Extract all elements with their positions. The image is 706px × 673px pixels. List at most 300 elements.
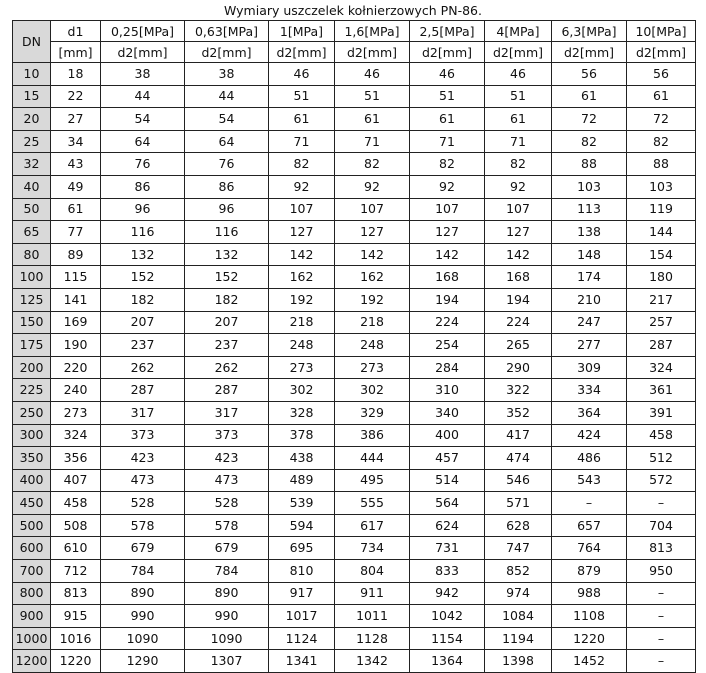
table-cell: 784 xyxy=(185,560,269,583)
dn-cell: 800 xyxy=(13,582,51,605)
table-cell: 290 xyxy=(485,356,552,379)
table-cell: 127 xyxy=(335,221,410,244)
table-cell: 990 xyxy=(101,605,185,628)
table-cell: 142 xyxy=(269,243,335,266)
dn-cell: 50 xyxy=(13,198,51,221)
table-cell: 1341 xyxy=(269,650,335,673)
table-cell: 473 xyxy=(101,469,185,492)
table-cell: 317 xyxy=(101,401,185,424)
dn-cell: 1200 xyxy=(13,650,51,673)
table-cell: 457 xyxy=(410,447,485,470)
table-cell: 578 xyxy=(101,514,185,537)
table-row xyxy=(13,243,696,266)
table-cell: 539 xyxy=(269,492,335,515)
dn-cell: 350 xyxy=(13,447,51,470)
table-row xyxy=(13,560,696,583)
table-cell: 162 xyxy=(335,266,410,289)
dn-cell: 1000 xyxy=(13,627,51,650)
header-unit: d2[mm] xyxy=(485,42,552,63)
table-cell: 92 xyxy=(485,175,552,198)
table-cell: 1398 xyxy=(485,650,552,673)
table-cell: 915 xyxy=(51,605,101,628)
table-cell: 287 xyxy=(185,379,269,402)
table-cell: 262 xyxy=(185,356,269,379)
table-cell: 96 xyxy=(185,198,269,221)
table-row xyxy=(13,108,696,131)
table-cell: 103 xyxy=(552,175,627,198)
table-cell: 1194 xyxy=(485,627,552,650)
table-title: Wymiary uszczelek kołnierzowych PN-86. xyxy=(224,3,482,18)
table-cell: 302 xyxy=(335,379,410,402)
table-cell: 27 xyxy=(51,108,101,131)
table-cell: 107 xyxy=(335,198,410,221)
header-pressure: 10[MPa] xyxy=(627,21,696,42)
table-cell: 1011 xyxy=(335,605,410,628)
table-cell: 168 xyxy=(410,266,485,289)
table-cell: 152 xyxy=(185,266,269,289)
header-row-2 xyxy=(13,42,696,63)
table-cell: 400 xyxy=(410,424,485,447)
header-pressure: 1,6[MPa] xyxy=(335,21,410,42)
table-cell: 1307 xyxy=(185,650,269,673)
dn-cell: 10 xyxy=(13,63,51,86)
table-cell: 712 xyxy=(51,560,101,583)
table-cell: 162 xyxy=(269,266,335,289)
table-cell: 624 xyxy=(410,514,485,537)
table-row xyxy=(13,198,696,221)
table-cell: 44 xyxy=(185,85,269,108)
table-cell: 192 xyxy=(269,288,335,311)
table-cell: 82 xyxy=(410,153,485,176)
table-row xyxy=(13,469,696,492)
dn-cell: 700 xyxy=(13,560,51,583)
table-cell: 142 xyxy=(410,243,485,266)
table-cell: 72 xyxy=(552,108,627,131)
table-cell: 1452 xyxy=(552,650,627,673)
gasket-dimensions-table xyxy=(12,20,696,673)
table-cell: 107 xyxy=(410,198,485,221)
table-cell: 423 xyxy=(101,447,185,470)
table-row xyxy=(13,221,696,244)
table-row xyxy=(13,537,696,560)
table-cell: 356 xyxy=(51,447,101,470)
table-cell: 61 xyxy=(552,85,627,108)
table-cell: 254 xyxy=(410,334,485,357)
table-cell: 512 xyxy=(627,447,696,470)
table-cell: 528 xyxy=(101,492,185,515)
table-cell: 417 xyxy=(485,424,552,447)
header-pressure: 1[MPa] xyxy=(269,21,335,42)
table-cell: 154 xyxy=(627,243,696,266)
table-cell: 168 xyxy=(485,266,552,289)
table-cell: 917 xyxy=(269,582,335,605)
table-cell: 813 xyxy=(627,537,696,560)
table-cell: 82 xyxy=(269,153,335,176)
table-row xyxy=(13,288,696,311)
dn-cell: 900 xyxy=(13,605,51,628)
table-row xyxy=(13,582,696,605)
table-cell: 594 xyxy=(269,514,335,537)
header-pressure: 0,25[MPa] xyxy=(101,21,185,42)
table-cell: 96 xyxy=(101,198,185,221)
table-cell: 64 xyxy=(101,130,185,153)
table-cell: 942 xyxy=(410,582,485,605)
table-cell: 107 xyxy=(485,198,552,221)
table-cell: 116 xyxy=(101,221,185,244)
table-cell: 224 xyxy=(485,311,552,334)
table-cell: 322 xyxy=(485,379,552,402)
table-cell: 810 xyxy=(269,560,335,583)
table-cell: 138 xyxy=(552,221,627,244)
table-cell: 82 xyxy=(485,153,552,176)
table-cell: 852 xyxy=(485,560,552,583)
dn-cell: 100 xyxy=(13,266,51,289)
table-cell: 543 xyxy=(552,469,627,492)
table-cell: 51 xyxy=(485,85,552,108)
table-cell: 310 xyxy=(410,379,485,402)
table-cell: 1042 xyxy=(410,605,485,628)
table-cell: 142 xyxy=(485,243,552,266)
table-cell: 378 xyxy=(269,424,335,447)
table-cell: 71 xyxy=(410,130,485,153)
table-cell: 514 xyxy=(410,469,485,492)
table-cell: 115 xyxy=(51,266,101,289)
table-body xyxy=(13,63,696,673)
table-cell: 237 xyxy=(101,334,185,357)
table-cell: 43 xyxy=(51,153,101,176)
table-cell: 132 xyxy=(185,243,269,266)
table-cell: 262 xyxy=(101,356,185,379)
table-cell: 92 xyxy=(269,175,335,198)
table-cell: 103 xyxy=(627,175,696,198)
table-cell: 1090 xyxy=(101,627,185,650)
table-cell: 329 xyxy=(335,401,410,424)
table-row xyxy=(13,401,696,424)
table-cell: 1017 xyxy=(269,605,335,628)
table-cell: 220 xyxy=(51,356,101,379)
table-cell: 71 xyxy=(269,130,335,153)
table-cell: 555 xyxy=(335,492,410,515)
table-cell: 1084 xyxy=(485,605,552,628)
dn-cell: 175 xyxy=(13,334,51,357)
table-cell: 890 xyxy=(185,582,269,605)
table-cell: 82 xyxy=(552,130,627,153)
table-cell: 309 xyxy=(552,356,627,379)
table-cell: 287 xyxy=(101,379,185,402)
table-cell: 240 xyxy=(51,379,101,402)
dn-cell: 200 xyxy=(13,356,51,379)
table-cell: 38 xyxy=(185,63,269,86)
dn-cell: 40 xyxy=(13,175,51,198)
table-cell: 132 xyxy=(101,243,185,266)
table-cell: 1124 xyxy=(269,627,335,650)
dn-cell: 32 xyxy=(13,153,51,176)
table-cell: 61 xyxy=(269,108,335,131)
table-cell: 528 xyxy=(185,492,269,515)
table-cell: 324 xyxy=(627,356,696,379)
table-cell: 169 xyxy=(51,311,101,334)
table-cell: 273 xyxy=(335,356,410,379)
table-cell: 217 xyxy=(627,288,696,311)
table-cell: 1128 xyxy=(335,627,410,650)
table-cell: 508 xyxy=(51,514,101,537)
table-row xyxy=(13,85,696,108)
table-cell: 44 xyxy=(101,85,185,108)
table-cell: 248 xyxy=(335,334,410,357)
table-cell: 571 xyxy=(485,492,552,515)
table-cell: 578 xyxy=(185,514,269,537)
table-cell: 1108 xyxy=(552,605,627,628)
table-cell: 71 xyxy=(335,130,410,153)
table-cell: 218 xyxy=(335,311,410,334)
table-cell: 248 xyxy=(269,334,335,357)
header-unit: [mm] xyxy=(51,42,101,63)
table-cell: 1154 xyxy=(410,627,485,650)
table-cell: 51 xyxy=(335,85,410,108)
header-pressure: 4[MPa] xyxy=(485,21,552,42)
table-cell: 92 xyxy=(410,175,485,198)
table-row xyxy=(13,514,696,537)
table-cell: 361 xyxy=(627,379,696,402)
table-cell: 950 xyxy=(627,560,696,583)
table-cell: 46 xyxy=(410,63,485,86)
table-cell: 373 xyxy=(185,424,269,447)
header-unit: d2[mm] xyxy=(552,42,627,63)
table-cell: 88 xyxy=(627,153,696,176)
table-row xyxy=(13,311,696,334)
table-cell: 46 xyxy=(485,63,552,86)
dn-cell: 15 xyxy=(13,85,51,108)
table-cell: 76 xyxy=(101,153,185,176)
table-cell: 141 xyxy=(51,288,101,311)
table-cell: 182 xyxy=(101,288,185,311)
table-cell: 127 xyxy=(269,221,335,244)
table-cell: 1090 xyxy=(185,627,269,650)
table-row xyxy=(13,379,696,402)
table-cell: 127 xyxy=(485,221,552,244)
table-cell: 974 xyxy=(485,582,552,605)
table-cell: 610 xyxy=(51,537,101,560)
table-cell: 210 xyxy=(552,288,627,311)
table-cell: 364 xyxy=(552,401,627,424)
dn-cell: 300 xyxy=(13,424,51,447)
table-cell: 107 xyxy=(269,198,335,221)
table-cell: 144 xyxy=(627,221,696,244)
table-cell: 990 xyxy=(185,605,269,628)
table-cell: 486 xyxy=(552,447,627,470)
table-cell: 1364 xyxy=(410,650,485,673)
table-cell: 474 xyxy=(485,447,552,470)
table-cell: 61 xyxy=(485,108,552,131)
table-cell: 391 xyxy=(627,401,696,424)
table-cell: 273 xyxy=(269,356,335,379)
table-cell: 784 xyxy=(101,560,185,583)
table-cell: 890 xyxy=(101,582,185,605)
table-cell: 148 xyxy=(552,243,627,266)
table-cell: 1220 xyxy=(552,627,627,650)
header-unit: d2[mm] xyxy=(101,42,185,63)
table-cell: 64 xyxy=(185,130,269,153)
table-cell: 473 xyxy=(185,469,269,492)
table-cell: 277 xyxy=(552,334,627,357)
header-unit: d2[mm] xyxy=(269,42,335,63)
table-cell: 284 xyxy=(410,356,485,379)
table-cell: 56 xyxy=(552,63,627,86)
header-unit: d2[mm] xyxy=(627,42,696,63)
table-cell: 72 xyxy=(627,108,696,131)
table-cell: 194 xyxy=(485,288,552,311)
table-cell: – xyxy=(627,492,696,515)
dn-cell: 600 xyxy=(13,537,51,560)
table-cell: – xyxy=(627,627,696,650)
table-row xyxy=(13,627,696,650)
table-cell: 911 xyxy=(335,582,410,605)
table-cell: 424 xyxy=(552,424,627,447)
table-cell: – xyxy=(627,650,696,673)
table-cell: 695 xyxy=(269,537,335,560)
header-d1: d1 xyxy=(51,21,101,42)
table-cell: 51 xyxy=(410,85,485,108)
table-cell: 174 xyxy=(552,266,627,289)
table-cell: 86 xyxy=(185,175,269,198)
table-cell: 113 xyxy=(552,198,627,221)
table-cell: 287 xyxy=(627,334,696,357)
table-cell: 438 xyxy=(269,447,335,470)
header-row-1 xyxy=(13,21,696,42)
table-cell: 302 xyxy=(269,379,335,402)
table-cell: 89 xyxy=(51,243,101,266)
table-cell: 407 xyxy=(51,469,101,492)
table-cell: 61 xyxy=(51,198,101,221)
table-row xyxy=(13,424,696,447)
table-cell: 77 xyxy=(51,221,101,244)
table-cell: 54 xyxy=(185,108,269,131)
dn-cell: 125 xyxy=(13,288,51,311)
table-row xyxy=(13,130,696,153)
table-cell: 1290 xyxy=(101,650,185,673)
table-cell: 22 xyxy=(51,85,101,108)
table-cell: 324 xyxy=(51,424,101,447)
header-unit: d2[mm] xyxy=(410,42,485,63)
table-cell: 444 xyxy=(335,447,410,470)
table-cell: 495 xyxy=(335,469,410,492)
table-row xyxy=(13,266,696,289)
header-unit: d2[mm] xyxy=(335,42,410,63)
table-row xyxy=(13,63,696,86)
table-cell: 879 xyxy=(552,560,627,583)
table-cell: 833 xyxy=(410,560,485,583)
table-cell: 317 xyxy=(185,401,269,424)
table-cell: 265 xyxy=(485,334,552,357)
table-cell: 88 xyxy=(552,153,627,176)
table-cell: 1016 xyxy=(51,627,101,650)
table-cell: 82 xyxy=(627,130,696,153)
table-cell: 679 xyxy=(185,537,269,560)
table-row xyxy=(13,175,696,198)
header-unit: d2[mm] xyxy=(185,42,269,63)
table-cell: 273 xyxy=(51,401,101,424)
table-cell: – xyxy=(627,605,696,628)
table-cell: 237 xyxy=(185,334,269,357)
table-cell: 192 xyxy=(335,288,410,311)
dn-cell: 25 xyxy=(13,130,51,153)
table-row xyxy=(13,447,696,470)
table-row xyxy=(13,356,696,379)
table-cell: 61 xyxy=(627,85,696,108)
table-cell: 38 xyxy=(101,63,185,86)
table-cell: 46 xyxy=(335,63,410,86)
header-pressure: 2,5[MPa] xyxy=(410,21,485,42)
table-cell: 224 xyxy=(410,311,485,334)
table-cell: 142 xyxy=(335,243,410,266)
table-row xyxy=(13,492,696,515)
table-cell: 119 xyxy=(627,198,696,221)
dn-cell: 450 xyxy=(13,492,51,515)
table-cell: 334 xyxy=(552,379,627,402)
table-cell: – xyxy=(552,492,627,515)
header-pressure: 6,3[MPa] xyxy=(552,21,627,42)
dn-cell: 150 xyxy=(13,311,51,334)
header-dn: DN xyxy=(13,21,51,63)
table-cell: 328 xyxy=(269,401,335,424)
table-cell: 92 xyxy=(335,175,410,198)
table-cell: 704 xyxy=(627,514,696,537)
table-cell: 458 xyxy=(627,424,696,447)
dn-cell: 500 xyxy=(13,514,51,537)
table-cell: 46 xyxy=(269,63,335,86)
table-row xyxy=(13,334,696,357)
table-cell: 127 xyxy=(410,221,485,244)
dn-cell: 250 xyxy=(13,401,51,424)
table-header xyxy=(13,21,696,63)
dn-cell: 225 xyxy=(13,379,51,402)
table-cell: 352 xyxy=(485,401,552,424)
table-row xyxy=(13,153,696,176)
table-cell: 180 xyxy=(627,266,696,289)
table-cell: 734 xyxy=(335,537,410,560)
table-cell: 1342 xyxy=(335,650,410,673)
table-cell: 988 xyxy=(552,582,627,605)
table-row xyxy=(13,605,696,628)
table-cell: 82 xyxy=(335,153,410,176)
dn-cell: 20 xyxy=(13,108,51,131)
table-cell: 764 xyxy=(552,537,627,560)
table-cell: 61 xyxy=(410,108,485,131)
table-cell: 489 xyxy=(269,469,335,492)
table-cell: 679 xyxy=(101,537,185,560)
table-cell: 218 xyxy=(269,311,335,334)
table-cell: 34 xyxy=(51,130,101,153)
table-cell: 628 xyxy=(485,514,552,537)
table-cell: 731 xyxy=(410,537,485,560)
table-cell: 340 xyxy=(410,401,485,424)
table-cell: 56 xyxy=(627,63,696,86)
table-cell: 194 xyxy=(410,288,485,311)
dn-cell: 400 xyxy=(13,469,51,492)
table-cell: 257 xyxy=(627,311,696,334)
table-cell: – xyxy=(627,582,696,605)
table-cell: 71 xyxy=(485,130,552,153)
table-cell: 458 xyxy=(51,492,101,515)
table-cell: 657 xyxy=(552,514,627,537)
dn-cell: 65 xyxy=(13,221,51,244)
table-cell: 572 xyxy=(627,469,696,492)
table-cell: 247 xyxy=(552,311,627,334)
table-cell: 373 xyxy=(101,424,185,447)
table-cell: 152 xyxy=(101,266,185,289)
table-cell: 423 xyxy=(185,447,269,470)
header-pressure: 0,63[MPa] xyxy=(185,21,269,42)
